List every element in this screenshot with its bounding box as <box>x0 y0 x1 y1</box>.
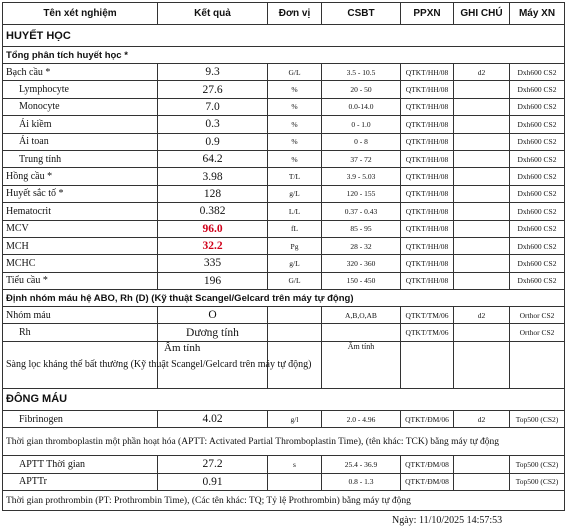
aptt-method: QTKT/ĐM/08 <box>401 456 454 473</box>
cbc-note <box>454 237 510 254</box>
cbc-note <box>454 81 510 98</box>
pt-title-row <box>3 491 565 511</box>
results-table <box>2 2 565 511</box>
cbc-result: 128 <box>158 185 268 202</box>
antibody-screen-row <box>3 341 565 388</box>
cbc-ref: 320 - 360 <box>322 255 401 272</box>
fibrinogen-unit: g/l <box>268 410 322 427</box>
cbc-ref: 3.9 - 5.03 <box>322 168 401 185</box>
subsection-blood-group <box>3 290 565 307</box>
section-coagulation <box>3 388 565 410</box>
cbc-name: Hồng cầu * <box>3 168 158 185</box>
header-result: Kết quả <box>158 3 268 25</box>
cbc-name: Tiểu cầu * <box>3 272 158 289</box>
cbc-unit: % <box>268 81 322 98</box>
cbc-method: QTKT/HH/08 <box>401 81 454 98</box>
fibrinogen-name: Fibrinogen <box>3 410 158 427</box>
aptt-row <box>3 456 565 473</box>
cbc-ref: 85 - 95 <box>322 220 401 237</box>
cbc-result: 0.9 <box>158 133 268 150</box>
cbc-result: 32.2 <box>158 237 268 254</box>
header-test-name: Tên xét nghiệm <box>3 3 158 25</box>
aptt-name: APTT Thời gian <box>3 456 158 473</box>
cbc-ref: 0 - 1.0 <box>322 116 401 133</box>
fibrinogen-method: QTKT/ĐM/06 <box>401 410 454 427</box>
cbc-result: 0.382 <box>158 203 268 220</box>
cbc-result: 7.0 <box>158 98 268 115</box>
cbc-method: QTKT/HH/08 <box>401 116 454 133</box>
cbc-row <box>3 220 565 237</box>
cbc-row <box>3 64 565 81</box>
header-method: PPXN <box>401 3 454 25</box>
cbc-name: MCV <box>3 220 158 237</box>
cbc-machine: Dxh600 CS2 <box>510 133 565 150</box>
cbc-method: QTKT/HH/08 <box>401 64 454 81</box>
blood-group-method: QTKT/TM/06 <box>401 324 454 341</box>
cbc-unit: % <box>268 116 322 133</box>
cbc-machine: Dxh600 CS2 <box>510 64 565 81</box>
cbc-ref: 0.37 - 0.43 <box>322 203 401 220</box>
cbc-unit: G/L <box>268 64 322 81</box>
cbc-unit: g/L <box>268 255 322 272</box>
cbc-note <box>454 272 510 289</box>
cbc-result: 9.3 <box>158 64 268 81</box>
cbc-machine: Dxh600 CS2 <box>510 203 565 220</box>
fibrinogen-machine: Top500 (CS2) <box>510 410 565 427</box>
cbc-note <box>454 203 510 220</box>
cbc-row <box>3 272 565 289</box>
antibody-screen-result: Âm tính <box>158 341 268 388</box>
blood-group-unit <box>268 307 322 324</box>
cbc-machine: Dxh600 CS2 <box>510 81 565 98</box>
fibrinogen-row <box>3 410 565 427</box>
blood-group-name: Nhóm máu <box>3 307 158 324</box>
cbc-method: QTKT/HH/08 <box>401 133 454 150</box>
cbc-name: MCHC <box>3 255 158 272</box>
aptt-machine: Top500 (CS2) <box>510 473 565 490</box>
aptt-ref: 25.4 - 36.9 <box>322 456 401 473</box>
cbc-unit: Pg <box>268 237 322 254</box>
cbc-method: QTKT/HH/08 <box>401 272 454 289</box>
cbc-machine: Dxh600 CS2 <box>510 185 565 202</box>
blood-group-result: Dương tính <box>158 324 268 341</box>
cbc-row <box>3 116 565 133</box>
cbc-note <box>454 220 510 237</box>
aptt-title: Thời gian thromboplastin một phần hoạt hóa (APTT: Activated Partial Thromboplastin Time), (tên khác: TCK) bằng máy tự động <box>3 428 565 456</box>
cbc-machine: Dxh600 CS2 <box>510 220 565 237</box>
cbc-name: MCH <box>3 237 158 254</box>
header-unit: Đơn vị <box>268 3 322 25</box>
cbc-ref: 150 - 450 <box>322 272 401 289</box>
section-title: ĐÔNG MÁU <box>3 388 565 410</box>
cbc-result: 196 <box>158 272 268 289</box>
cbc-name: Bạch cầu * <box>3 64 158 81</box>
cbc-row <box>3 150 565 167</box>
cbc-note <box>454 168 510 185</box>
cbc-method: QTKT/HH/08 <box>401 203 454 220</box>
header-ref: CSBT <box>322 3 401 25</box>
aptt-note <box>454 456 510 473</box>
blood-group-row <box>3 324 565 341</box>
header-row <box>3 3 565 25</box>
cbc-note <box>454 185 510 202</box>
subsection-title: Định nhóm máu hệ ABO, Rh (D) (Kỹ thuật Scangel/Gelcard trên máy tự động) <box>3 290 565 307</box>
cbc-machine: Dxh600 CS2 <box>510 150 565 167</box>
lab-report <box>2 2 564 511</box>
antibody-screen-method <box>401 341 454 388</box>
cbc-machine: Dxh600 CS2 <box>510 168 565 185</box>
aptt-machine: Top500 (CS2) <box>510 456 565 473</box>
cbc-ref: 0.0-14.0 <box>322 98 401 115</box>
aptt-title-row <box>3 428 565 456</box>
blood-group-note <box>454 324 510 341</box>
header-machine: Máy XN <box>510 3 565 25</box>
cbc-result: 3.98 <box>158 168 268 185</box>
cbc-result: 27.6 <box>158 81 268 98</box>
antibody-screen-name: Sàng lọc kháng thể bất thường (Kỹ thuật Scangel/Gelcard trên máy tự động) <box>3 341 158 388</box>
fibrinogen-note: d2 <box>454 410 510 427</box>
section-title: HUYẾT HỌC <box>3 25 565 47</box>
cbc-unit: fL <box>268 220 322 237</box>
cbc-unit: T/L <box>268 168 322 185</box>
section-hematology <box>3 25 565 47</box>
cbc-unit: L/L <box>268 203 322 220</box>
cbc-ref: 120 - 155 <box>322 185 401 202</box>
cbc-note: d2 <box>454 64 510 81</box>
blood-group-result: O <box>158 307 268 324</box>
cbc-note <box>454 116 510 133</box>
aptt-name: APTTr <box>3 473 158 490</box>
cbc-result: 0.3 <box>158 116 268 133</box>
cbc-method: QTKT/HH/08 <box>401 98 454 115</box>
cbc-ref: 0 - 8 <box>322 133 401 150</box>
cbc-result: 335 <box>158 255 268 272</box>
cbc-row <box>3 168 565 185</box>
cbc-machine: Dxh600 CS2 <box>510 272 565 289</box>
cbc-unit: % <box>268 98 322 115</box>
cbc-note <box>454 255 510 272</box>
pt-title: Thời gian prothrombin (PT: Prothrombin Time), (Các tên khác: TQ; Tỷ lệ Prothrombin) bằng máy tự động <box>3 491 565 511</box>
cbc-machine: Dxh600 CS2 <box>510 255 565 272</box>
cbc-name: Monocyte <box>3 98 158 115</box>
blood-group-ref <box>322 324 401 341</box>
blood-group-note: d2 <box>454 307 510 324</box>
subsection-cbc <box>3 47 565 64</box>
blood-group-row <box>3 307 565 324</box>
cbc-machine: Dxh600 CS2 <box>510 98 565 115</box>
cbc-row <box>3 203 565 220</box>
blood-group-ref: A,B,O,AB <box>322 307 401 324</box>
cbc-row <box>3 185 565 202</box>
fibrinogen-ref: 2.0 - 4.96 <box>322 410 401 427</box>
aptt-result: 27.2 <box>158 456 268 473</box>
header-note: GHI CHÚ <box>454 3 510 25</box>
cbc-ref: 3.5 - 10.5 <box>322 64 401 81</box>
cbc-unit: % <box>268 150 322 167</box>
blood-group-machine: Orthor CS2 <box>510 307 565 324</box>
cbc-machine: Dxh600 CS2 <box>510 237 565 254</box>
cbc-name: Hematocrit <box>3 203 158 220</box>
cbc-method: QTKT/HH/08 <box>401 255 454 272</box>
cbc-name: Ái toan <box>3 133 158 150</box>
aptt-method: QTKT/ĐM/08 <box>401 473 454 490</box>
cbc-unit: g/L <box>268 185 322 202</box>
cbc-unit: % <box>268 133 322 150</box>
blood-group-name: Rh <box>3 324 158 341</box>
cbc-ref: 20 - 50 <box>322 81 401 98</box>
cbc-result: 96.0 <box>158 220 268 237</box>
aptt-note <box>454 473 510 490</box>
cbc-ref: 37 - 72 <box>322 150 401 167</box>
cbc-ref: 28 - 32 <box>322 237 401 254</box>
fibrinogen-result: 4.02 <box>158 410 268 427</box>
aptt-unit <box>268 473 322 490</box>
cbc-method: QTKT/HH/08 <box>401 220 454 237</box>
cbc-row <box>3 98 565 115</box>
aptt-unit: s <box>268 456 322 473</box>
cbc-row <box>3 255 565 272</box>
cbc-name: Ái kiềm <box>3 116 158 133</box>
blood-group-machine: Orthor CS2 <box>510 324 565 341</box>
cbc-method: QTKT/HH/08 <box>401 150 454 167</box>
aptt-row <box>3 473 565 490</box>
cbc-note <box>454 150 510 167</box>
cbc-row <box>3 133 565 150</box>
cbc-name: Huyết sắc tố * <box>3 185 158 202</box>
antibody-screen-machine <box>510 341 565 388</box>
cbc-machine: Dxh600 CS2 <box>510 116 565 133</box>
cbc-name: Lymphocyte <box>3 81 158 98</box>
blood-group-unit <box>268 324 322 341</box>
blood-group-method: QTKT/TM/06 <box>401 307 454 324</box>
cbc-method: QTKT/HH/08 <box>401 237 454 254</box>
cbc-note <box>454 133 510 150</box>
antibody-screen-note <box>454 341 510 388</box>
cbc-method: QTKT/HH/08 <box>401 168 454 185</box>
cbc-unit: G/L <box>268 272 322 289</box>
cbc-row <box>3 81 565 98</box>
aptt-result: 0.91 <box>158 473 268 490</box>
report-date: Ngày: 11/10/2025 14:57:53 <box>392 515 503 526</box>
cbc-method: QTKT/HH/08 <box>401 185 454 202</box>
subsection-title: Tổng phân tích huyết học * <box>3 47 565 64</box>
cbc-row <box>3 237 565 254</box>
antibody-screen-ref: Âm tính <box>322 341 401 388</box>
cbc-note <box>454 98 510 115</box>
cbc-name: Trung tính <box>3 150 158 167</box>
cbc-result: 64.2 <box>158 150 268 167</box>
aptt-ref: 0.8 - 1.3 <box>322 473 401 490</box>
